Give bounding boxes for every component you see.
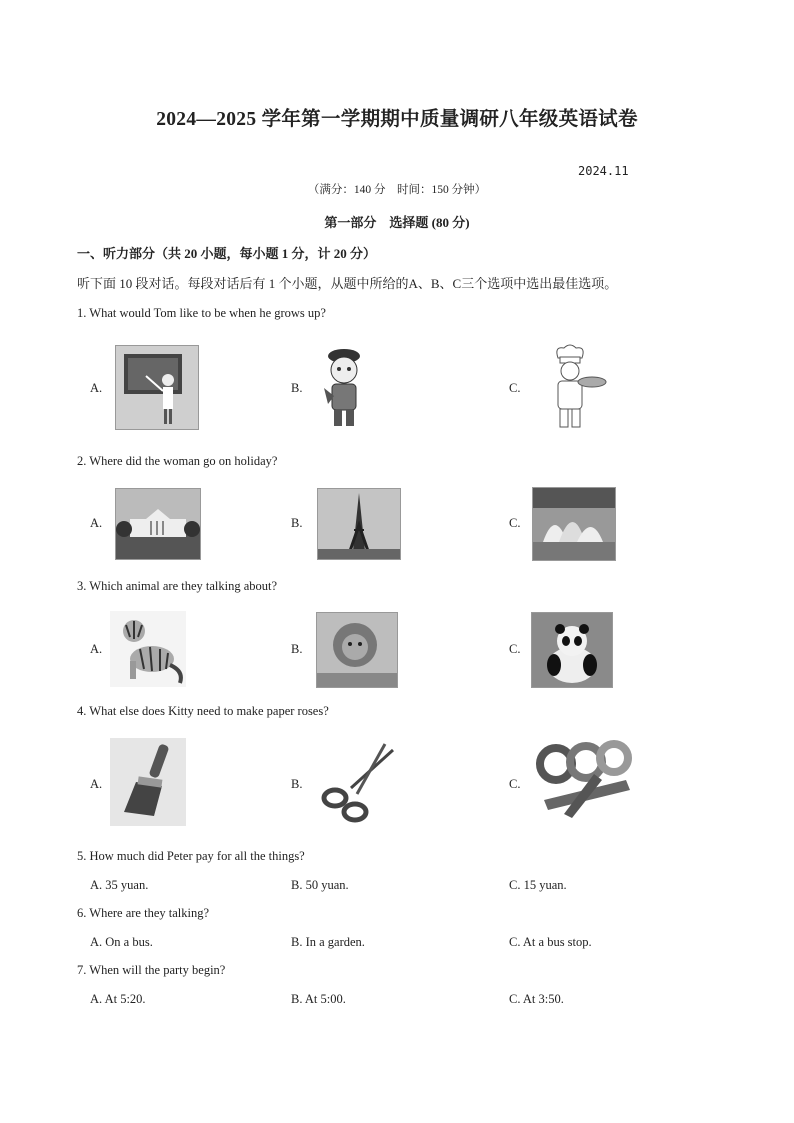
q4-option-c-label: C. xyxy=(509,777,521,791)
question-5: 5. How much did Peter pay for all the things? xyxy=(77,849,305,863)
question-2: 2. Where did the woman go on holiday? xyxy=(77,454,278,468)
tape-picture xyxy=(534,740,634,818)
question-4: 4. What else does Kitty need to make paper roses? xyxy=(77,704,329,718)
q7-option-c: C. At 3:50. xyxy=(509,992,564,1006)
police-officer-picture xyxy=(314,344,374,430)
q4-option-a-label: A. xyxy=(90,777,103,791)
paintbrush-picture xyxy=(110,738,186,826)
q5-option-b: B. 50 yuan. xyxy=(291,878,349,892)
eiffel-tower-picture xyxy=(317,488,401,560)
teacher-picture xyxy=(115,345,199,430)
question-3: 3. Which animal are they talking about? xyxy=(77,579,278,593)
question-7: 7. When will the party begin? xyxy=(77,963,226,977)
q7-option-a: A. At 5:20. xyxy=(90,992,146,1006)
q2-option-a-label: A. xyxy=(90,516,103,530)
q6-option-b: B. In a garden. xyxy=(291,935,365,949)
q6-option-a: A. On a bus. xyxy=(90,935,153,949)
q1-option-a-label: A. xyxy=(90,381,103,395)
q3-option-b-label: B. xyxy=(291,642,303,656)
q7-option-b: B. At 5:00. xyxy=(291,992,346,1006)
q2-option-b-label: B. xyxy=(291,516,303,530)
tiger-picture xyxy=(110,611,186,687)
question-1: 1. What would Tom like to be when he grows up? xyxy=(77,306,326,320)
q2-option-c-label: C. xyxy=(509,516,521,530)
lion-picture xyxy=(316,612,398,688)
question-6: 6. Where are they talking? xyxy=(77,906,210,920)
section-title: 一、听力部分（共 20 小题，每小题 1 分，计 20 分） xyxy=(77,246,377,261)
q1-option-b-label: B. xyxy=(291,381,303,395)
scissors-picture xyxy=(315,740,397,826)
instruction-text: 听下面 10 段对话。每段对话后有 1 个小题，从题中所给的A、B、C三个选项中选出最佳选项。 xyxy=(77,276,618,291)
sydney-opera-house-picture xyxy=(532,487,616,561)
q3-option-c-label: C. xyxy=(509,642,521,656)
chef-picture xyxy=(530,342,608,432)
exam-info: （满分：140 分 时间：150 分钟） xyxy=(307,184,487,196)
q5-option-a: A. 35 yuan. xyxy=(90,878,149,892)
white-house-picture xyxy=(115,488,201,560)
q3-option-a-label: A. xyxy=(90,642,103,656)
q1-option-c-label: C. xyxy=(509,381,521,395)
part-title: 第一部分 选择题 (80 分) xyxy=(324,215,470,230)
exam-title: 2024—2025 学年第一学期期中质量调研八年级英语试卷 xyxy=(156,109,638,130)
q4-option-b-label: B. xyxy=(291,777,303,791)
q5-option-c: C. 15 yuan. xyxy=(509,878,567,892)
exam-date: 2024.11 xyxy=(578,164,629,178)
panda-picture xyxy=(531,612,613,688)
q6-option-c: C. At a bus stop. xyxy=(509,935,592,949)
